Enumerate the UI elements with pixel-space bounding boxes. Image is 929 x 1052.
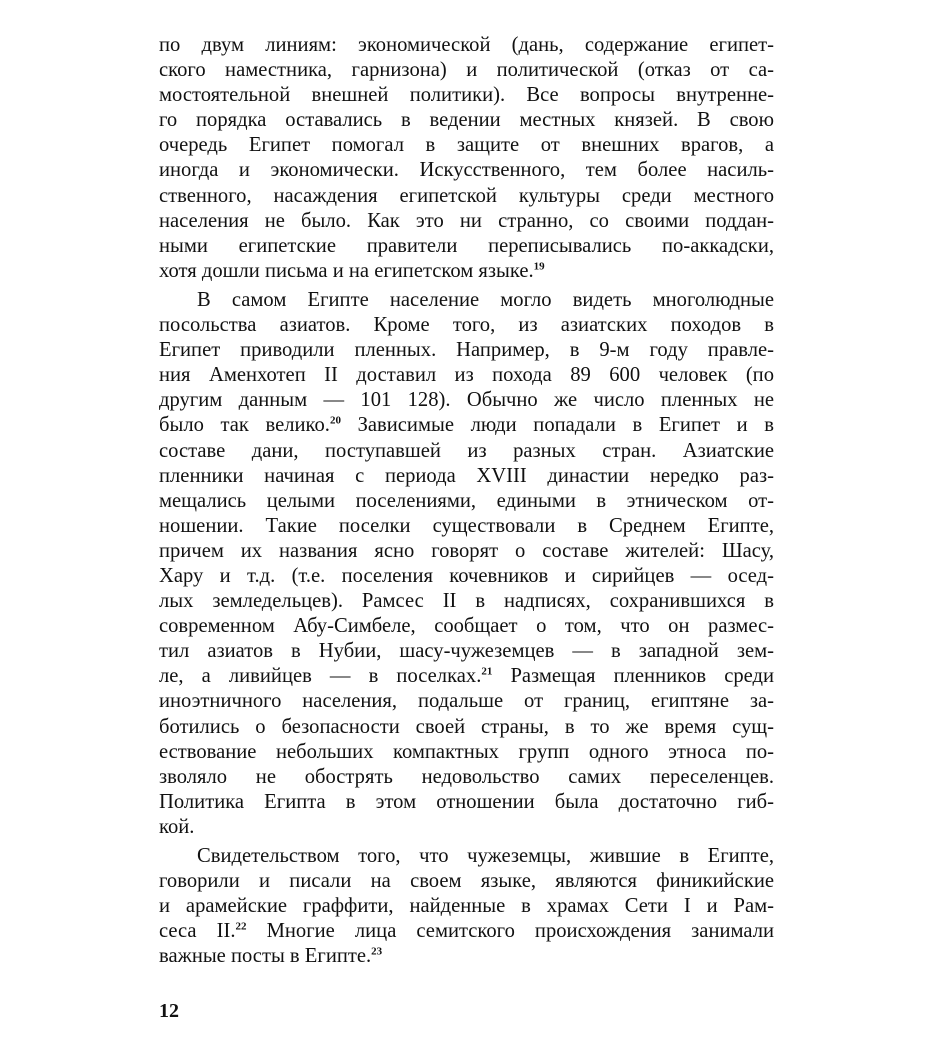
text-line	[159, 388, 774, 413]
line-text: говорили и писали на своем языке, являются финикийские	[159, 870, 774, 893]
text-line	[159, 740, 774, 765]
text-line	[159, 58, 774, 83]
text-line	[159, 919, 774, 944]
text-line	[159, 288, 774, 313]
text-line	[159, 259, 774, 284]
text-line	[159, 439, 774, 464]
line-text: важные посты в Египте.	[159, 945, 372, 968]
line-text: зволяло не обострять недовольство самих переселенцев.	[159, 765, 774, 788]
footnote-marker[interactable]: 19	[533, 260, 545, 273]
paragraph	[159, 844, 774, 969]
text-line	[159, 589, 774, 614]
line-text: Политика Египта в этом отношении была достаточно гиб-	[159, 790, 774, 813]
line-text: ношении. Такие поселки существовали в Среднем Египте,	[159, 514, 774, 537]
text-line	[159, 489, 774, 514]
line-text: Египет приводили пленных. Например, в 9-м году правле-	[159, 339, 774, 362]
line-text: и арамейские граффити, найденные в храмах Сети I и Рам-	[159, 895, 774, 918]
line-text: ния Аменхотеп II доставил из похода 89 600 человек (по	[159, 364, 774, 387]
text-line	[159, 869, 774, 894]
line-text: мостоятельной внешней политики). Все вопросы внутренне-	[159, 84, 774, 107]
text-line	[159, 689, 774, 714]
text-line	[159, 614, 774, 639]
line-text: составе дани, поступавшей из разных стран. Азиатские	[159, 439, 774, 462]
line-text: по двум линиям: экономической (дань, содержание египет-	[159, 34, 774, 56]
line-text: ского наместника, гарнизона) и политической (отказ от са-	[159, 59, 774, 82]
line-text: иногда и экономически. Искусственного, тем более насиль-	[159, 159, 774, 182]
footnote-marker[interactable]: 21	[481, 665, 493, 678]
line-text: ственного, насаждения египетской культуры среди местного	[159, 184, 774, 207]
line-text: современном Абу-Симбеле, сообщает о том, что он размес-	[159, 615, 774, 638]
line-text: хотя дошли письма и на египетском языке.	[159, 259, 534, 282]
text-line	[159, 133, 774, 158]
text-line	[159, 815, 774, 840]
text-line	[159, 33, 774, 58]
line-text-continuation: Зависимые люди попадали в Египет и в	[340, 414, 775, 437]
line-text: было так велико.	[159, 414, 330, 437]
line-text: лых земледельцев). Рамсес II в надписях, сохранившихся в	[159, 590, 774, 613]
page-number: 12	[159, 1000, 179, 1022]
text-line	[159, 894, 774, 919]
text-line	[159, 664, 774, 689]
footnote-marker[interactable]: 20	[329, 414, 341, 427]
line-text: иноэтничного населения, подальше от границ, египтяне за-	[159, 690, 774, 713]
text-line	[159, 184, 774, 209]
text-line	[159, 790, 774, 815]
line-text: ле, а ливийцев — в поселках.	[159, 665, 482, 688]
line-text: другим данным — 101 128). Обычно же число пленных не	[159, 389, 774, 412]
line-text-continuation: Многие лица семитского происхождения занимали	[246, 920, 774, 943]
text-line	[159, 514, 774, 539]
line-text: В самом Египте население могло видеть многолюдные	[197, 288, 774, 311]
text-line	[159, 108, 774, 133]
line-text: мещались целыми поселениями, едиными в этническом от-	[159, 489, 774, 512]
line-text: очередь Египет помогал в защите от внешних врагов, а	[159, 134, 774, 157]
text-line	[159, 83, 774, 108]
text-line	[159, 715, 774, 740]
book-page-text	[159, 33, 774, 969]
text-line	[159, 363, 774, 388]
line-text: посольства азиатов. Кроме того, из азиатских походов в	[159, 314, 774, 337]
text-line	[159, 209, 774, 234]
line-text: населения не было. Как это ни странно, со своими поддан-	[159, 209, 774, 232]
text-line	[159, 413, 774, 438]
line-text: го порядка оставались в ведении местных князей. В свою	[159, 109, 774, 132]
line-text-continuation: Размещая пленников среди	[492, 665, 775, 688]
text-line	[159, 313, 774, 338]
line-text: пленники начиная с периода XVIII династии нередко раз-	[159, 464, 774, 487]
line-text: сеса II.	[159, 920, 236, 943]
footnote-marker[interactable]: 23	[371, 945, 383, 958]
line-text: ботились о безопасности своей страны, в то же время сущ-	[159, 715, 774, 738]
line-text: тил азиатов в Нубии, шасу-чужеземцев — в западной зем-	[159, 640, 774, 663]
text-line	[159, 765, 774, 790]
line-text: кой.	[159, 815, 195, 838]
text-line	[159, 234, 774, 259]
paragraph	[159, 288, 774, 840]
line-text: Свидетельством того, что чужеземцы, жившие в Египте,	[197, 845, 774, 867]
text-line	[159, 639, 774, 664]
text-line	[159, 158, 774, 183]
text-line	[159, 338, 774, 363]
text-line	[159, 564, 774, 589]
line-text: Хару и т.д. (т.е. поселения кочевников и сирийцев — осед-	[159, 564, 774, 587]
text-line	[159, 944, 774, 969]
line-text: ными египетские правители переписывались по-аккадски,	[159, 234, 774, 257]
text-line	[159, 844, 774, 869]
footnote-marker[interactable]: 22	[235, 920, 247, 933]
paragraph	[159, 33, 774, 284]
text-line	[159, 539, 774, 564]
line-text: ествование небольших компактных групп одного этноса по-	[159, 740, 774, 763]
text-line	[159, 464, 774, 489]
line-text: причем их названия ясно говорят о составе жителей: Шасу,	[159, 539, 774, 562]
